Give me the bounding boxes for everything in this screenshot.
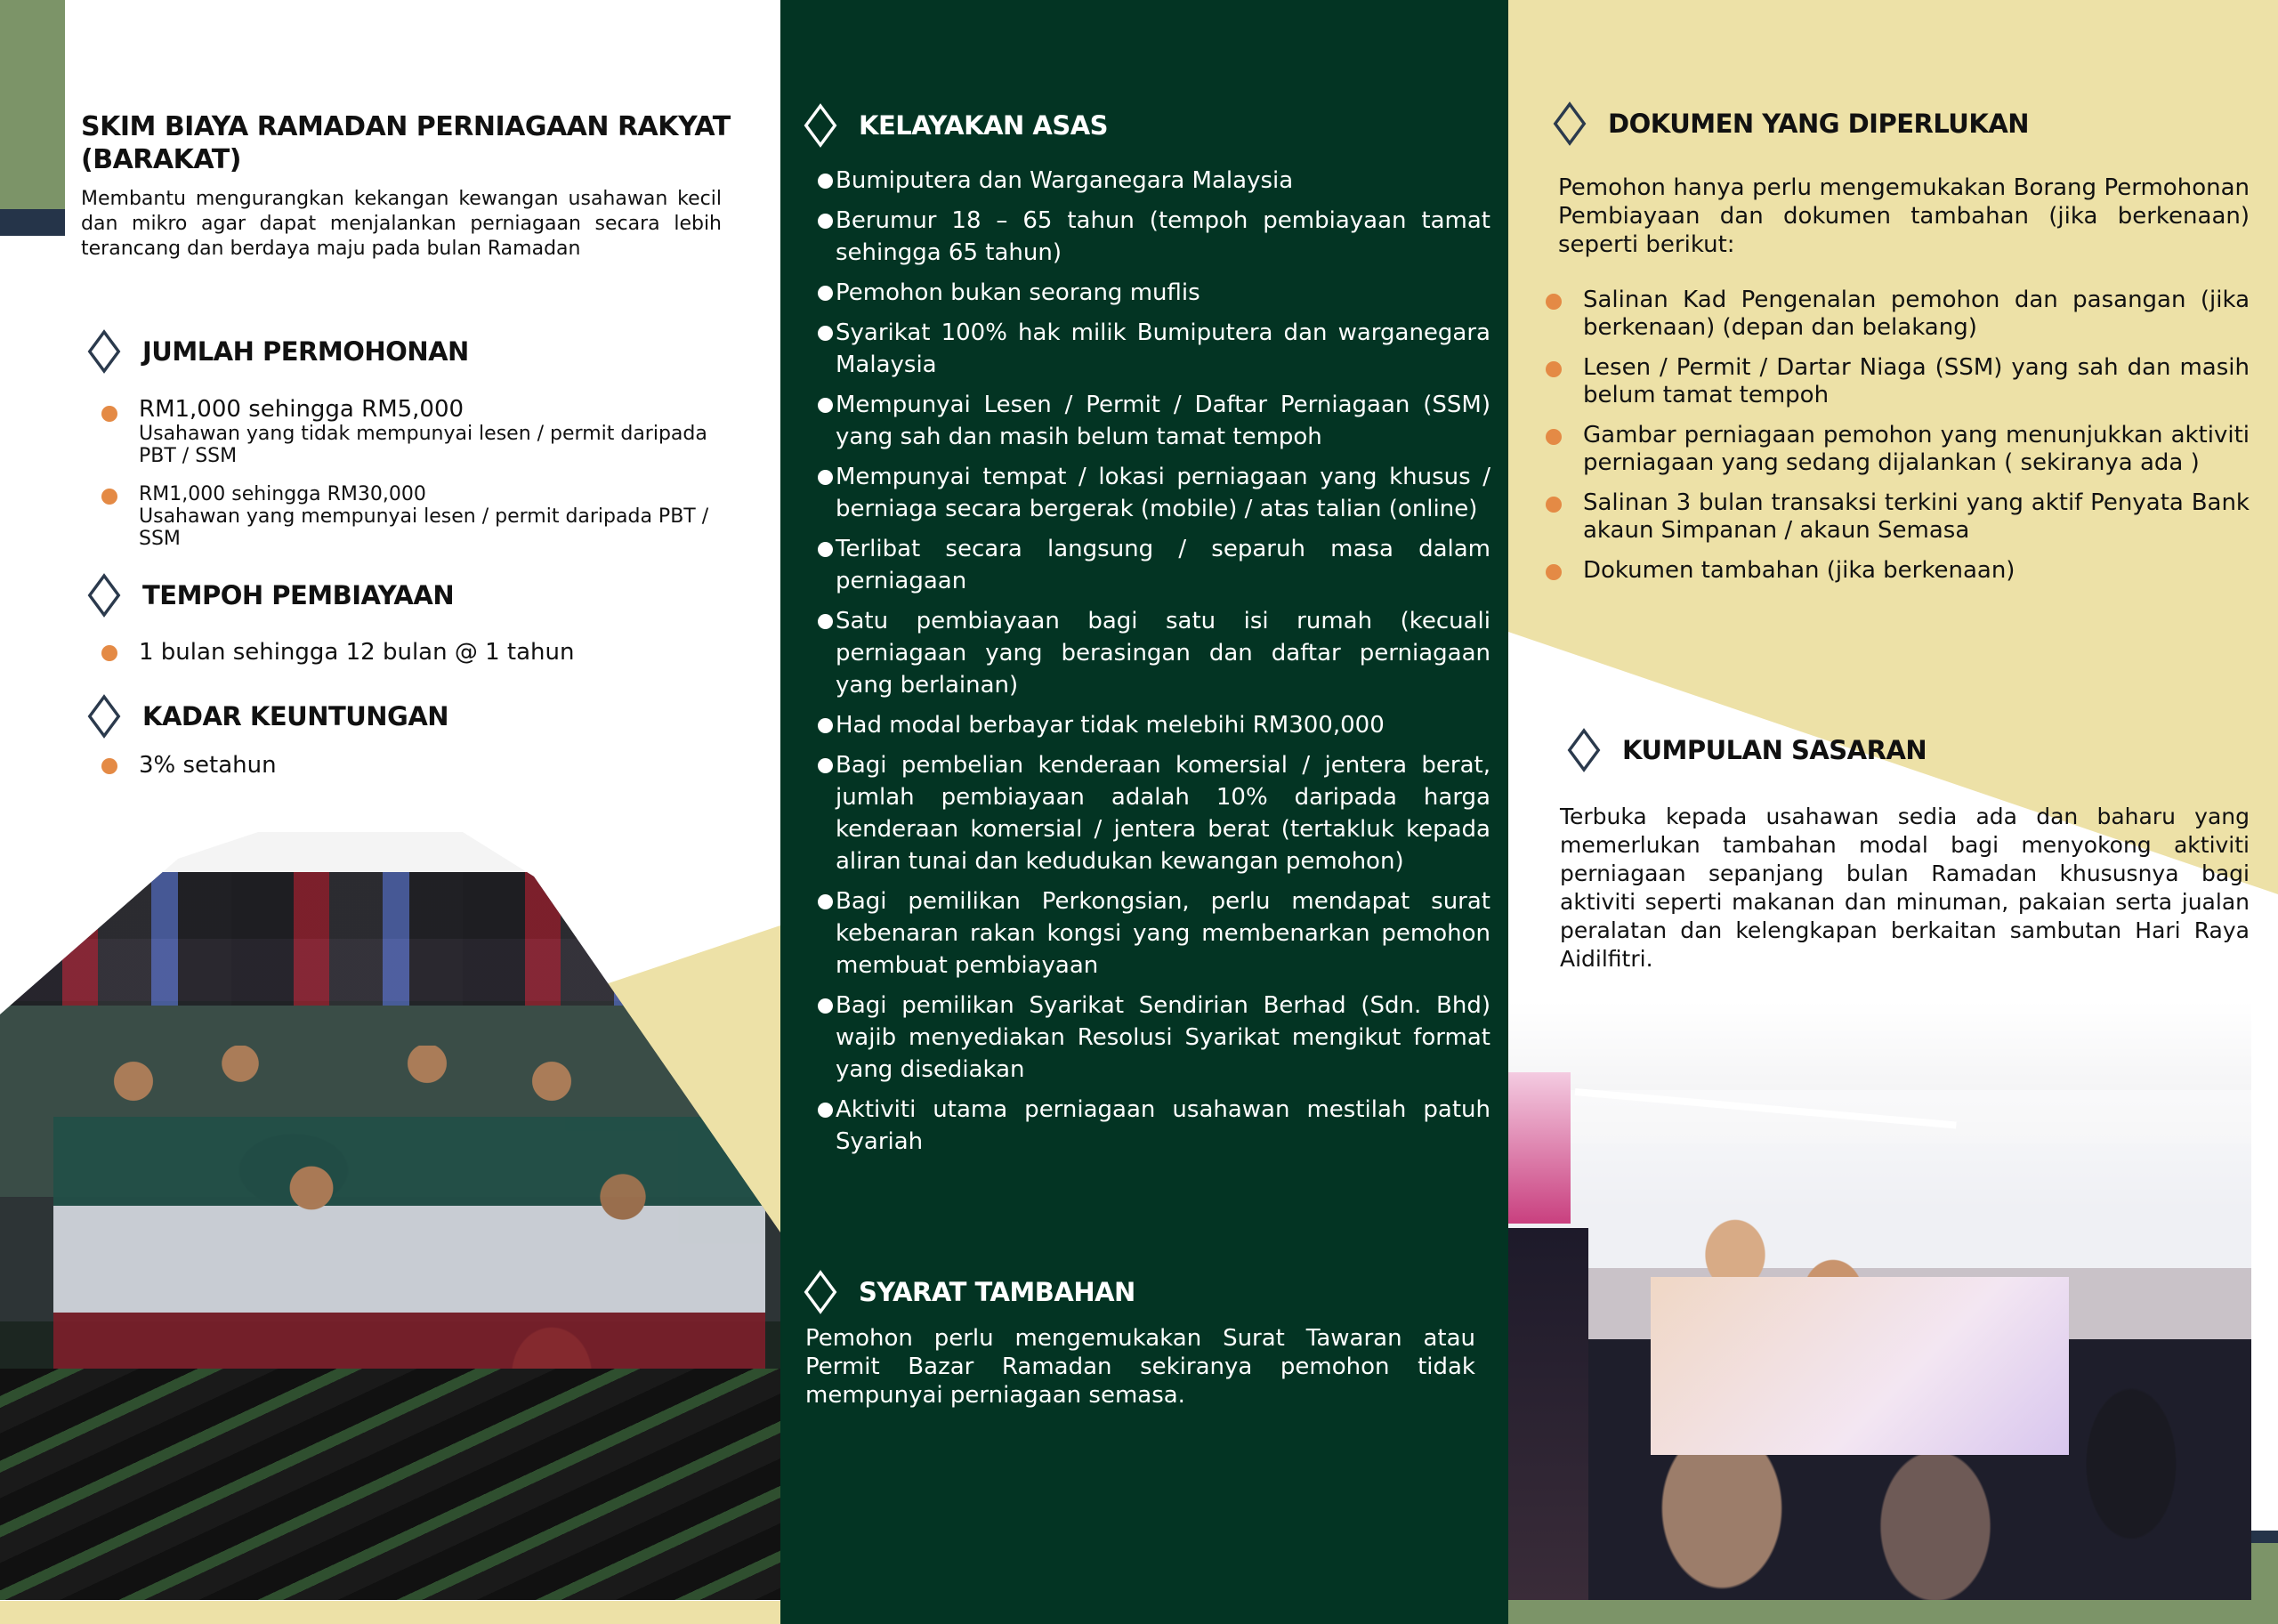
bullet-dot-icon — [818, 542, 833, 557]
decorative-green-strip — [1508, 1600, 2278, 1624]
bullet-dot-icon — [1546, 361, 1562, 377]
list-item — [805, 990, 1490, 1086]
syarat-text: Pemohon perlu mengemukakan Surat Tawaran atau Permit Bazar Ramadan sekiranya pemohon tidak mempunyai perniagaan semasa. — [805, 1325, 1475, 1409]
item-text: Bagi pembelian kenderaan komersial / jentera berat, jumlah pembiayaan adalah 10% daripada harga kenderaan komersial / jentera berat (tertakluk kepada aliran tunai dan kedudukan kewangan pemohon) — [836, 752, 1490, 875]
list-item — [89, 396, 712, 467]
item-text: Bagi pemilikan Perkongsian, perlu mendapat surat kebenaran rakan kongsi yang membenarkan pemohon membuat pembiayaan — [836, 888, 1490, 979]
dokumen-list — [1533, 287, 2250, 597]
diamond-icon — [804, 1270, 837, 1314]
amount-range: RM1,000 sehingga RM30,000 — [139, 483, 426, 505]
panel-middle — [780, 0, 1508, 1624]
item-text: 3% setahun — [139, 752, 277, 779]
bullet-dot-icon — [818, 894, 833, 909]
list-item — [805, 605, 1490, 701]
item-text: Mempunyai Lesen / Permit / Daftar Perniagaan (SSM) yang sah dan masih belum tamat tempoh — [836, 392, 1490, 450]
list-item — [805, 749, 1490, 877]
amount-note: Usahawan yang mempunyai lesen / permit daripada PBT / SSM — [139, 505, 709, 550]
decorative-navy-bar — [0, 209, 65, 236]
item-text: Syarikat 100% hak milik Bumiputera dan warganegara Malaysia — [836, 319, 1490, 378]
bullet-dot-icon — [101, 489, 117, 505]
item-text: Salinan 3 bulan transaksi terkini yang aktif Penyata Bank akaun Simpanan / akaun Semasa — [1583, 489, 2250, 544]
bullet-dot-icon — [818, 470, 833, 485]
list-item — [805, 709, 1490, 741]
amount-note: Usahawan yang tidak mempunyai lesen / permit daripada PBT / SSM — [139, 423, 707, 467]
section-kadar-heading — [93, 701, 448, 731]
kadar-list — [89, 750, 712, 780]
bullet-dot-icon — [1546, 429, 1562, 445]
list-item — [1533, 557, 2250, 585]
bazaar-stall-photo — [0, 823, 780, 1600]
section-jumlah-heading — [93, 336, 469, 367]
tempoh-list — [89, 637, 712, 667]
photo-drinks-counter — [1651, 1277, 2069, 1455]
list-item — [805, 533, 1490, 597]
item-text: 1 bulan sehingga 12 bulan @ 1 tahun — [139, 639, 575, 666]
bullet-dot-icon — [818, 174, 833, 189]
list-item — [89, 483, 712, 550]
heading-text: KADAR KEUNTUNGAN — [142, 701, 449, 731]
food-truck-photo — [1508, 1001, 2251, 1600]
bullet-dot-icon — [818, 718, 833, 733]
photo-truck-awning — [1575, 1088, 1957, 1128]
dokumen-intro: Pemohon hanya perlu mengemukakan Borang Permohonan Pembiayaan dan dokumen tambahan (jika berkenaan) seperti berikut: — [1558, 174, 2250, 258]
photo-sunglasses-table — [0, 1369, 780, 1600]
item-text: Lesen / Permit / Dartar Niaga (SSM) yang sah dan masih belum tamat tempoh — [1583, 354, 2250, 408]
section-syarat-heading — [809, 1277, 1135, 1307]
bullet-dot-icon — [818, 998, 833, 1014]
list-item — [1533, 489, 2250, 545]
list-item — [89, 750, 712, 780]
kelayakan-list — [805, 165, 1490, 1166]
section-sasaran-heading — [1572, 735, 1927, 765]
bullet-dot-icon — [818, 214, 833, 229]
jumlah-list — [89, 396, 712, 550]
photo-chicken-banner — [1508, 1228, 1588, 1602]
list-item — [805, 317, 1490, 381]
list-item — [89, 637, 712, 667]
list-item — [805, 205, 1490, 269]
heading-text: JUMLAH PERMOHONAN — [142, 336, 469, 367]
list-item — [1533, 422, 2250, 477]
decorative-cream-strip — [0, 1601, 780, 1624]
heading-text: KUMPULAN SASARAN — [1622, 735, 1927, 765]
decorative-green-bar — [0, 0, 65, 209]
bullet-dot-icon — [1546, 564, 1562, 580]
list-item — [805, 1094, 1490, 1158]
section-dokumen-heading — [1558, 109, 2029, 139]
bullet-dot-icon — [818, 286, 833, 301]
item-text: Bagi pemilikan Syarikat Sendirian Berhad (Sdn. Bhd) wajib menyediakan Resolusi Syarikat mengikut format yang disediakan — [836, 992, 1490, 1083]
sasaran-text: Terbuka kepada usahawan sedia ada dan baharu yang memerlukan tambahan modal bagi menyokong aktiviti perniagaan sepanjang bulan Ramadan khususnya bagi aktiviti seperti makanan dan minuman, pakaian serta jualan peralatan dan kelengkapan berkaitan sambutan Hari Raya Aidilfitri. — [1560, 804, 2250, 972]
heading-text: TEMPOH PEMBIAYAAN — [142, 580, 455, 610]
list-item — [1533, 287, 2250, 342]
item-text: Salinan Kad Pengenalan pemohon dan pasangan (jika berkenaan) (depan dan belakang) — [1583, 287, 2250, 341]
bullet-dot-icon — [101, 406, 117, 422]
panel-left — [0, 0, 780, 1624]
bullet-dot-icon — [818, 758, 833, 773]
item-text: Aktiviti utama perniagaan usahawan mestilah patuh Syariah — [836, 1096, 1490, 1155]
bullet-dot-icon — [101, 645, 117, 661]
section-tempoh-heading — [93, 580, 454, 610]
brochure-title: SKIM BIAYA RAMADAN PERNIAGAAN RAKYAT (BARAKAT) — [81, 111, 731, 175]
panel-right — [1508, 0, 2278, 1624]
bullet-dot-icon — [818, 398, 833, 413]
amount-range: RM1,000 sehingga RM5,000 — [139, 396, 464, 423]
list-item — [1533, 354, 2250, 409]
heading-text: KELAYAKAN ASAS — [859, 110, 1109, 141]
diamond-icon — [88, 329, 121, 374]
brochure-lead: Membantu mengurangkan kekangan kewangan usahawan kecil dan mikro agar dapat menjalankan perniagaan secara lebih terancang dan berdaya maju pada bulan Ramadan — [81, 188, 722, 260]
bullet-dot-icon — [818, 614, 833, 629]
diamond-icon — [804, 103, 837, 148]
item-text: Dokumen tambahan (jika berkenaan) — [1583, 557, 2015, 584]
bullet-dot-icon — [101, 758, 117, 774]
bullet-dot-icon — [818, 326, 833, 341]
section-kelayakan-heading — [809, 110, 1108, 141]
diamond-icon — [88, 573, 121, 618]
diamond-icon — [1568, 728, 1601, 772]
photo-truck-body — [1508, 1072, 1571, 1224]
photo-crowd — [53, 1046, 765, 1419]
heading-text: SYARAT TAMBAHAN — [859, 1277, 1135, 1307]
item-text: Terlibat secara langsung / separuh masa dalam perniagaan — [836, 536, 1490, 594]
decorative-navy-accent — [2251, 1531, 2278, 1543]
list-item — [805, 165, 1490, 197]
item-text: Had modal berbayar tidak melebihi RM300,000 — [836, 712, 1385, 739]
item-text: Mempunyai tempat / lokasi perniagaan yang khusus / berniaga secara bergerak (mobile) / atas talian (online) — [836, 464, 1490, 522]
list-item — [805, 885, 1490, 982]
heading-text: DOKUMEN YANG DIPERLUKAN — [1608, 109, 2030, 139]
list-item — [805, 389, 1490, 453]
item-text: Satu pembiayaan bagi satu isi rumah (kecuali perniagaan yang berasingan dan daftar perniagaan yang berlainan) — [836, 608, 1490, 699]
decorative-green-accent — [2251, 1543, 2278, 1600]
item-text: Bumiputera dan Warganegara Malaysia — [836, 167, 1294, 194]
item-text: Pemohon bukan seorang muflis — [836, 279, 1200, 306]
bullet-dot-icon — [1546, 294, 1562, 310]
list-item — [805, 277, 1490, 309]
bullet-dot-icon — [818, 1103, 833, 1118]
item-text: Berumur 18 – 65 tahun (tempoh pembiayaan tamat sehingga 65 tahun) — [836, 207, 1490, 266]
item-text: Gambar perniagaan pemohon yang menunjukkan aktiviti perniagaan yang sedang dijalankan ( sekiranya ada ) — [1583, 422, 2250, 476]
list-item — [805, 461, 1490, 525]
diamond-icon — [88, 694, 121, 739]
bullet-dot-icon — [1546, 497, 1562, 513]
